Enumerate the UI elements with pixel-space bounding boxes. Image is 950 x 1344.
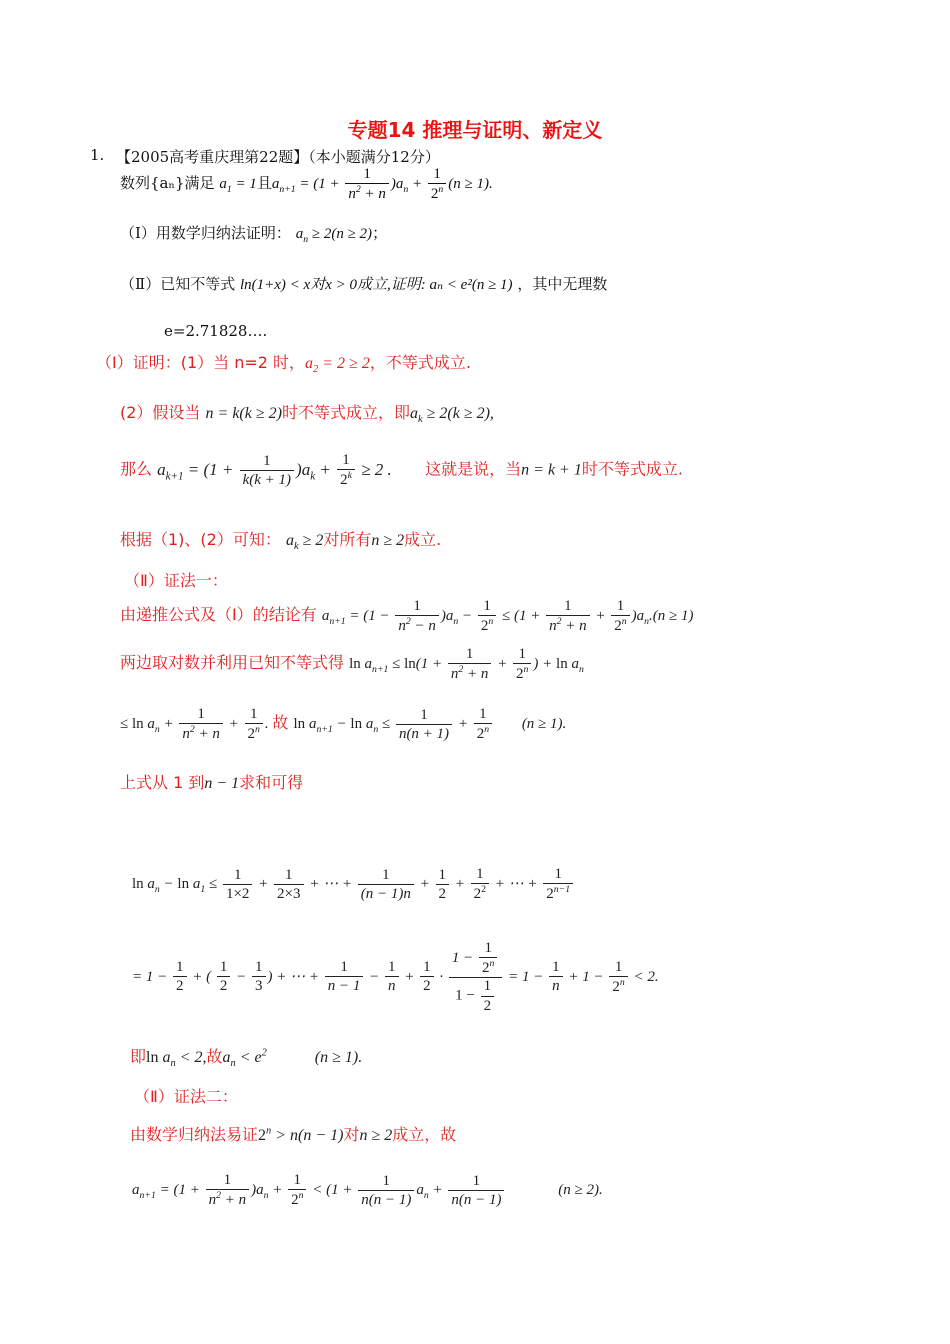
stem-prefix: 数列{aₙ}满足 (120, 174, 215, 193)
m1-line1-text: 由递推公式及（Ⅰ）的结论有 (120, 605, 317, 625)
problem-number: 1. (90, 146, 105, 164)
step2-mid: 时不等式成立，即 (281, 403, 410, 422)
problem-stem (120, 166, 493, 203)
step2-formula-b: $a_k \ge 2(k \ge 2)$, (409, 405, 494, 426)
problem-source: 【2005高考重庆理第22题】（本小题满分12分） (116, 148, 440, 166)
solution-step1 (96, 350, 471, 375)
m1-line1-formula: $a_{n+1} = (1$ − $\frac{1}{n^2 - n}$ )$a_n$ − $\frac{1}{2^n}$ ≤ (1 + $\frac{1}{n^2 + n}$ + $\frac{1}{2^n}$ )$a_n.(n \ge 1)$ (321, 598, 694, 635)
m1-line3-formula-a: ≤ $\ln a_n$ + $\frac{1}{n^2 + n}$ + $\frac{1}{2^n}$ . (120, 706, 273, 743)
step4-formula-a: $a_k \ge 2$ (285, 532, 324, 553)
m1-line4-formula: n − 1 (204, 775, 240, 792)
step3-formula: $a_{k+1} = (1$ + $\frac{1}{k(k + 1)}$ )$a_k$ + $\frac{1}{2^k}$ ≥ 2 . (157, 452, 397, 489)
sum-line2: = 1 − $\frac{1}{2}$ + ( $\frac{1}{2}$ − $\frac{1}{3}$ ) + ⋯ + $\frac{1}{n - 1}$ − $\frac{1}{n}$ + $\frac{1}{2}$ · 1 − $\frac{1}{2^n}$ 1 − $\frac{1}{2}$ = 1 − $\frac{1}{n}$ + 1 − $\frac{1}{2^n}$ < 2. (132, 940, 659, 1014)
step1-text: （Ⅰ）证明：(1）当 n=2 时， (96, 353, 306, 372)
m1-line3-mid: 故 (272, 713, 289, 733)
page-title: 专题14 推理与证明、新定义 (347, 118, 603, 142)
method1-line4 (120, 770, 303, 793)
method1-line3 (120, 706, 566, 743)
step3-end: 时不等式成立. (581, 459, 683, 479)
m1-line2-formula: $\ln a_{n+1} \le \ln(1$ + $\frac{1}{n^2 + n}$ + $\frac{1}{2^n}$ ) + $\ln a_n$ (349, 646, 584, 683)
method1-conclusion (130, 1044, 362, 1069)
step2-prefix: (2）假设当 (120, 403, 201, 422)
method1-line1 (120, 598, 694, 635)
step3-suffix: 这就是说，当 (425, 459, 522, 479)
step3-prefix: 那么 (120, 459, 153, 479)
recurrence-formula: $a_1 = 1$且$a_{n+1} = (1$ + $\frac{1}{n^2 + n}$ )$a_n$ + $\frac{1}{2^n}$ (n ≥ 1). (219, 166, 493, 203)
part1-formula: $a_n \ge 2(n \ge 2)$ (295, 226, 373, 245)
m1-line4-text: 上式从 1 到 (120, 773, 205, 792)
part1-label: （Ⅰ）用数学归纳法证明： (120, 224, 291, 242)
part2-suffix: ，其中无理数 (517, 275, 608, 293)
part2-label: （Ⅱ）已知不等式 (120, 275, 236, 293)
method1-line2 (120, 646, 584, 683)
conclusion-formula-b: $a_n < e^2$ (n ≥ 1). (222, 1047, 363, 1070)
m1-line4-end: 求和可得 (239, 773, 304, 792)
step4-mid: 对所有 (323, 530, 372, 549)
conclusion-prefix: 即 (130, 1047, 147, 1066)
conclusion-formula-a: $\ln a_n < 2$, (146, 1049, 207, 1070)
method2-heading: （Ⅱ）证法二： (134, 1087, 238, 1106)
e-value: e=2.71828…. (164, 322, 268, 340)
m2-line1-formula-a: $2^n > n(n - 1)$ (258, 1125, 344, 1144)
m2-line1-end: 成立，故 (392, 1125, 457, 1144)
method1-heading: （Ⅱ）证法一： (124, 571, 228, 590)
step1-formula: $a_2 = 2 \ge 2$ (305, 355, 370, 376)
sum-line1: $\ln a_n - \ln a_1$ ≤ $\frac{1}{1\times 2}$ + $\frac{1}{2\times 3}$ + ⋯ + $\frac{1}{(n - 1)n}$ + $\frac{1}{2}$ + $\frac{1}{2^2}$ + ⋯ + $\frac{1}{2^{n-1}}$ (132, 866, 575, 903)
m2-line1-formula-b: n ≥ 2 (359, 1127, 393, 1144)
solution-step2 (120, 400, 494, 425)
step1-suffix: ，不等式成立. (369, 353, 471, 372)
part1: （Ⅰ）用数学归纳法证明： $a_n \ge 2(n \ge 2)$； (120, 224, 388, 245)
part2 (120, 273, 607, 294)
step4-formula-b: n ≥ 2 (371, 532, 405, 549)
step3-formula-n: n = k + 1 (521, 461, 582, 479)
m2-line1-text: 由数学归纳法易证 (130, 1125, 259, 1144)
m2-line1-mid: 对 (343, 1125, 360, 1144)
step4-end: 成立. (404, 530, 442, 549)
step2-formula-a: n = k(k ≥ 2) (205, 405, 282, 422)
m1-line2-text: 两边取对数并利用已知不等式得 (120, 653, 345, 673)
method2-line2: $a_{n+1} = (1$ + $\frac{1}{n^2 + n}$ )$a_n$ + $\frac{1}{2^n}$ < (1 + $\frac{1}{n(n - 1)}$ $a_n$ + $\frac{1}{n(n - 1)}$ (n ≥ 2). (132, 1172, 603, 1209)
method2-line1 (130, 1122, 456, 1145)
solution-step4 (120, 527, 441, 552)
m1-line3-formula-b: $\ln a_{n+1} - \ln a_n$ ≤ $\frac{1}{n(n + 1)}$ + $\frac{1}{2^n}$ (n ≥ 1). (293, 706, 567, 743)
solution-step3 (120, 452, 683, 489)
part2-formula: ln(1+x) < x对x > 0成立,证明: aₙ < e²(n ≥ 1) (239, 277, 513, 293)
conclusion-mid: 故 (206, 1047, 223, 1066)
step4-prefix: 根据（1)、(2）可知： (120, 530, 281, 549)
